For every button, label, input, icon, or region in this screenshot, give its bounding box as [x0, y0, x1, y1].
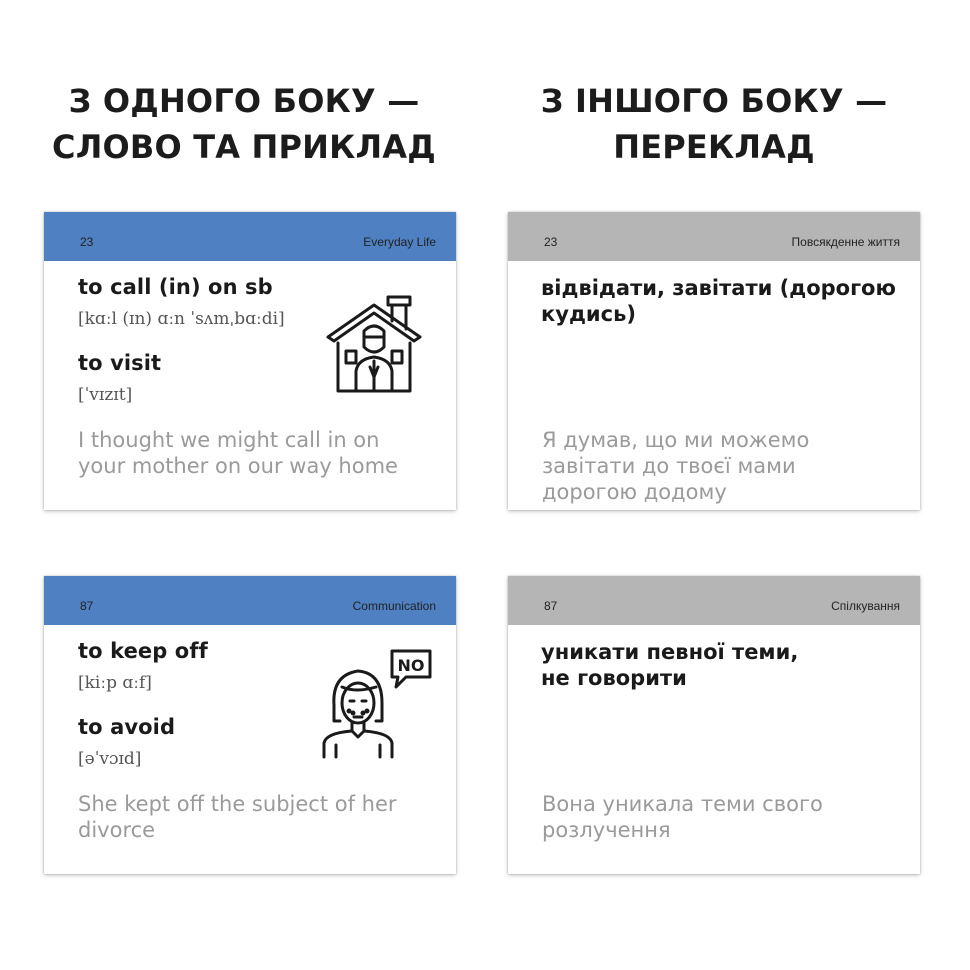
card-transcription: [kiːp ɑːf]: [78, 673, 152, 693]
front-side-heading: [24, 78, 464, 170]
card-body: [508, 261, 920, 510]
card-synonym-transcription: [ˈvɪzɪt]: [78, 385, 133, 405]
card-example-translation: [542, 791, 900, 843]
example-line: divorce: [78, 818, 156, 842]
card-transcription: [kɑːl (ɪn) ɑːn ˈsʌmˌbɑːdi]: [78, 309, 285, 329]
flashcard-back-23: [508, 212, 920, 510]
card-category: Повсякденне життя: [791, 234, 900, 249]
back-side-heading: [494, 78, 934, 170]
card-number: 87: [544, 598, 558, 613]
card-category: Спілкування: [831, 598, 900, 613]
card-number: 23: [544, 234, 558, 249]
example-line: завітати до твоєї мами: [542, 454, 796, 478]
card-body: [44, 261, 456, 510]
card-category: Communication: [352, 598, 436, 613]
card-translation: [541, 275, 902, 327]
card-header: [44, 212, 456, 261]
heading-line: З ОДНОГО БОКУ —: [68, 82, 420, 120]
card-translation: [541, 639, 902, 691]
example-line: I thought we might call in on: [78, 428, 380, 452]
translation-line: кудись): [541, 302, 636, 326]
speech-bubble-text: NO: [397, 656, 425, 675]
card-example: [78, 791, 436, 843]
heading-line: СЛОВО ТА ПРИКЛАД: [52, 128, 436, 166]
heading-line: З ІНШОГО БОКУ —: [540, 82, 888, 120]
flashcard-front-87: [44, 576, 456, 874]
example-line: She kept off the subject of her: [78, 792, 397, 816]
flashcard-front-23: [44, 212, 456, 510]
woman-speech-no-icon: [320, 647, 436, 759]
card-header: [508, 576, 920, 625]
card-number: 87: [80, 598, 94, 613]
card-example: [78, 427, 436, 479]
card-header: [508, 212, 920, 261]
translation-line: не говорити: [541, 666, 687, 690]
card-synonym: to avoid: [78, 715, 176, 739]
example-line: дорогою додому: [542, 480, 727, 504]
card-body: [508, 625, 920, 874]
card-header: [44, 576, 456, 625]
heading-line: ПЕРЕКЛАД: [613, 128, 815, 166]
example-line: розлучення: [542, 818, 671, 842]
card-synonym-transcription: [əˈvɔɪd]: [78, 749, 142, 769]
translation-line: відвідати, завітати (дорогою: [541, 276, 896, 300]
card-number: 23: [80, 234, 94, 249]
translation-line: уникати певної теми,: [541, 640, 799, 664]
card-term: to call (in) on sb: [78, 275, 273, 299]
card-example-translation: [542, 427, 900, 505]
card-category: Everyday Life: [363, 234, 436, 249]
flashcard-back-87: [508, 576, 920, 874]
example-line: Я думав, що ми можемо: [542, 428, 810, 452]
example-line: your mother on our way home: [78, 454, 398, 478]
person-house-icon: [326, 291, 422, 395]
card-body: [44, 625, 456, 874]
example-line: Вона уникала теми свого: [542, 792, 823, 816]
card-term: to keep off: [78, 639, 208, 663]
card-synonym: to visit: [78, 351, 162, 375]
